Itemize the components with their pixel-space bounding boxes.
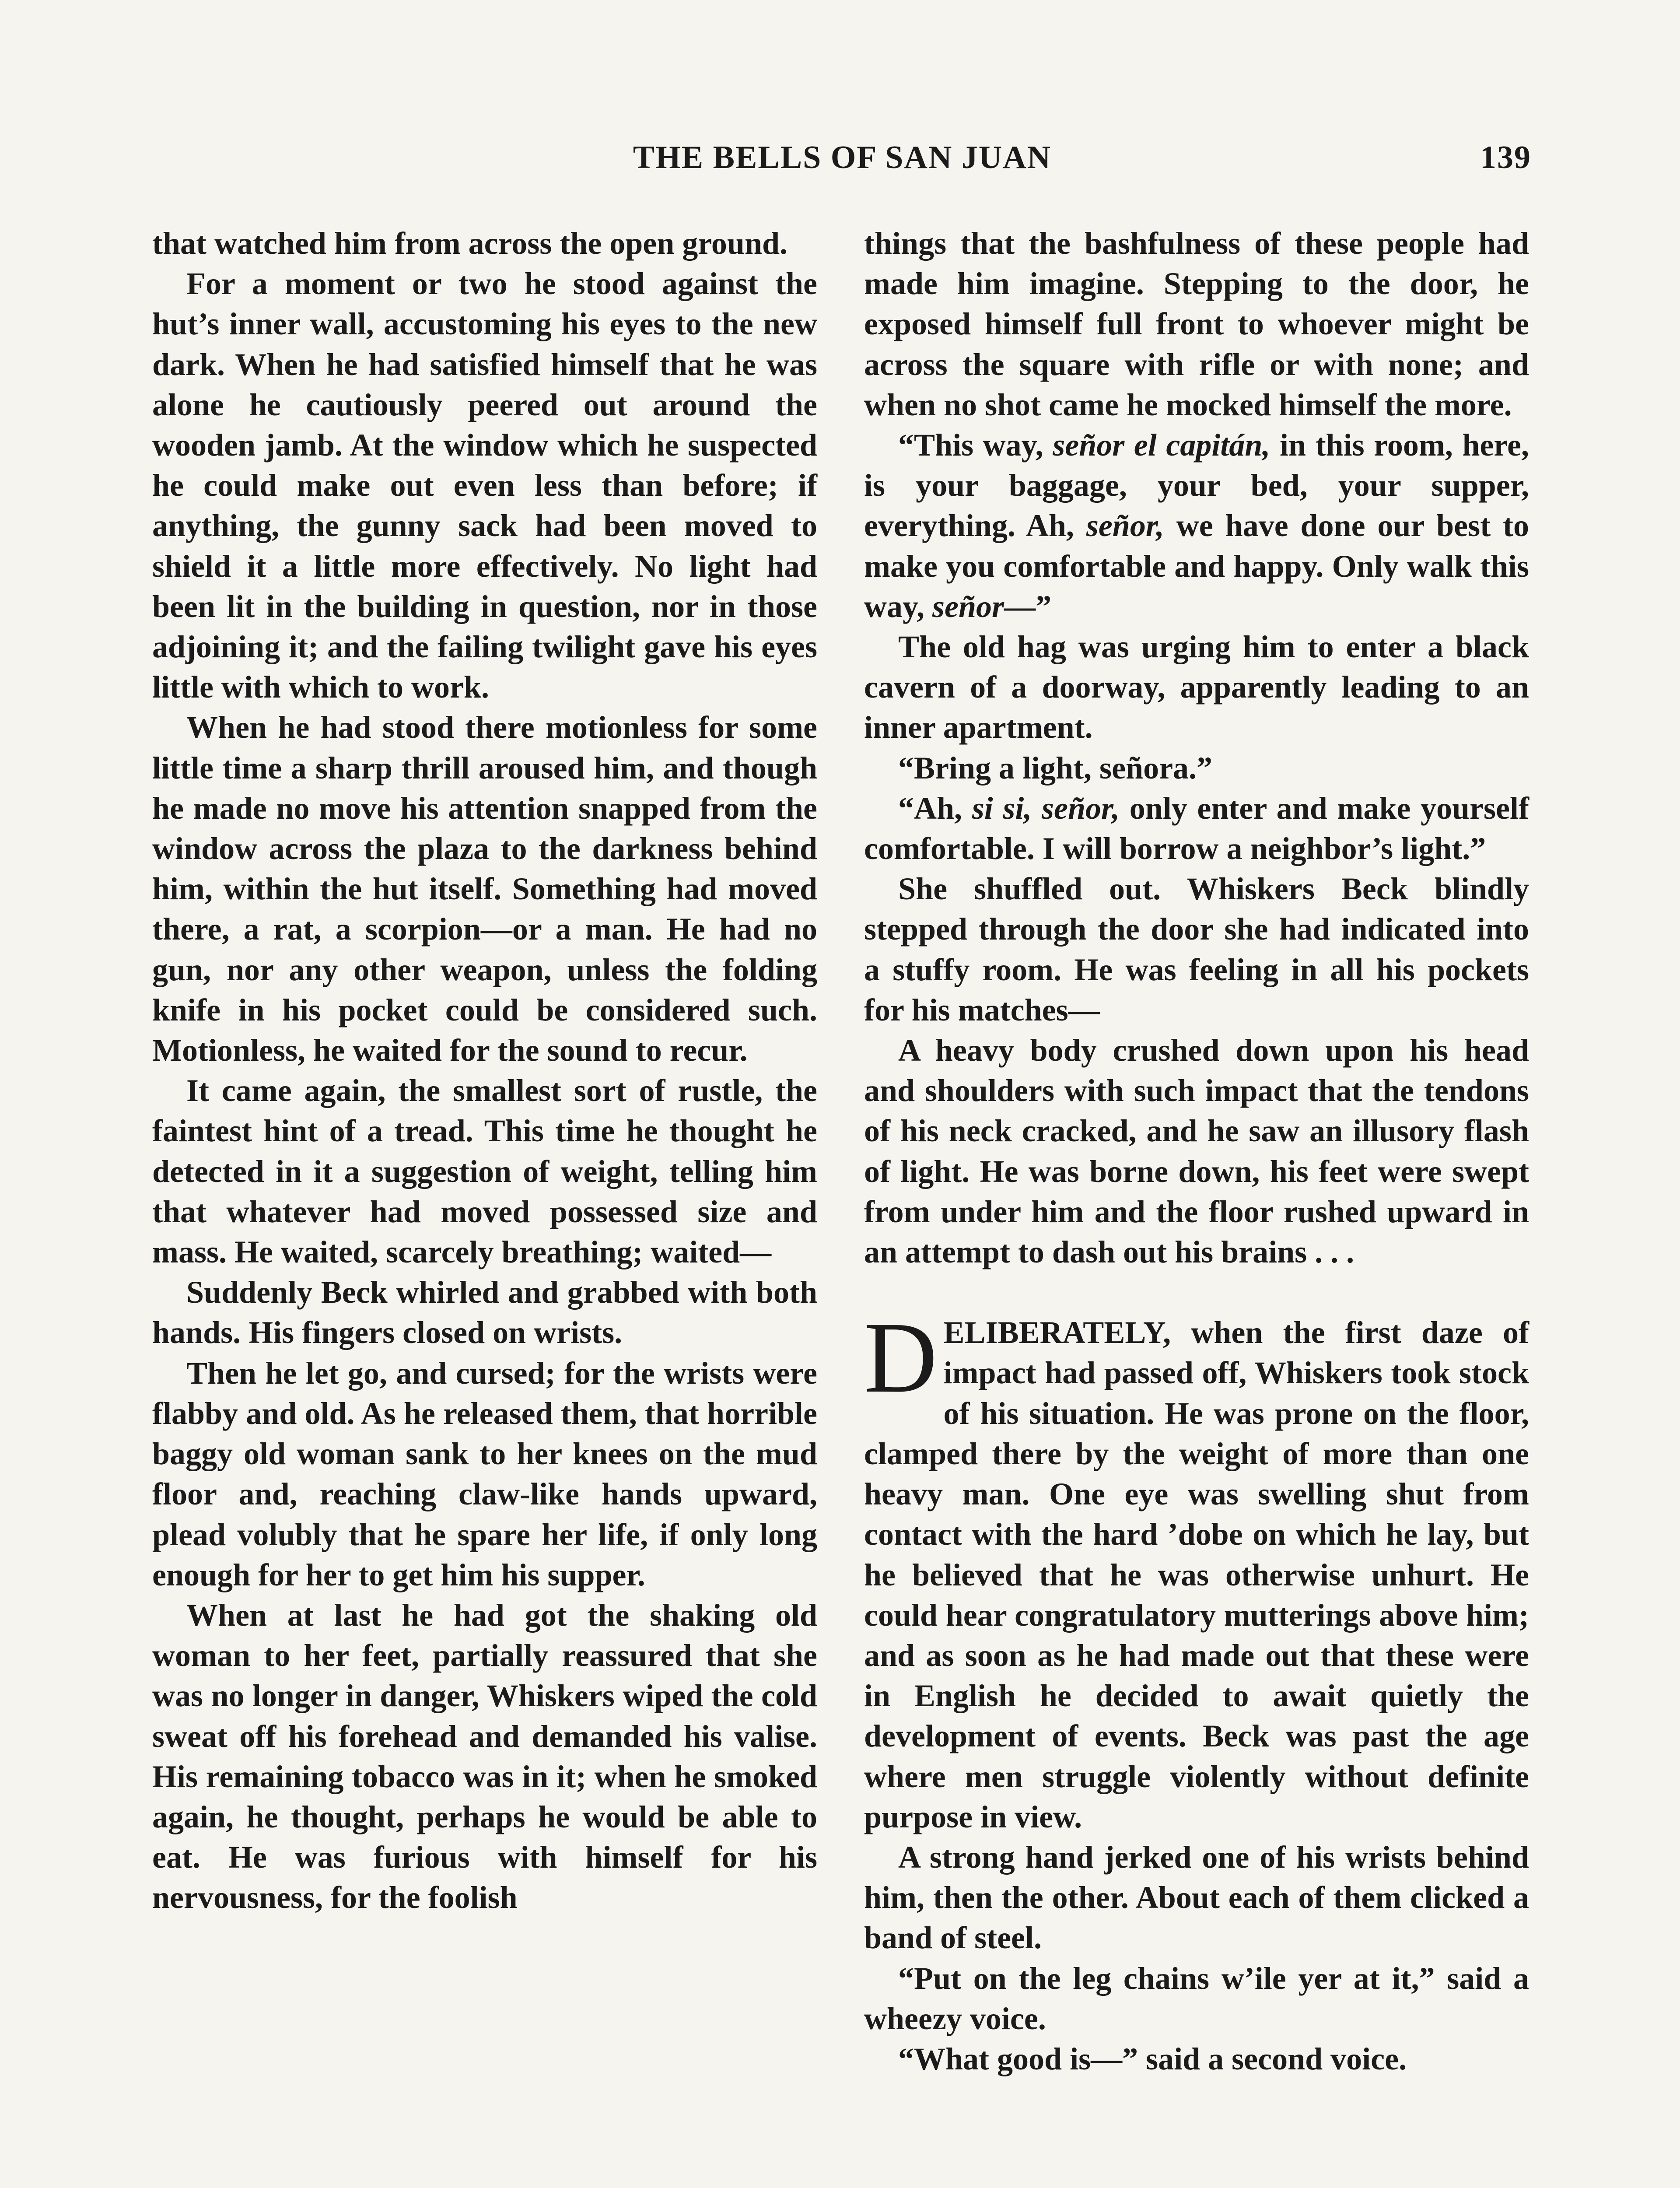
right-column (864, 223, 1529, 2079)
paragraph: It came again, the smallest sort of rustle, the faintest hint of a tread. This time he thought he detected in it a suggestion of weight, telling him that whatever had moved possessed size and mass. He waited, scarcely breathing; waited— (152, 1073, 817, 1270)
paragraph: When he had stood there motionless for some little time a sharp thrill aroused him, and though he made no move his attention snapped from the window across the plaza to the darkness behind him, within the hut itself. Something had moved there, a rat, a scorpion—or a man. He had no gun, nor any other weapon, unless the folding knife in his pocket could be considered such. Motionless, he waited for the sound to recur. (152, 710, 817, 1068)
paragraph: Then he let go, and cursed; for the wrists were flabby and old. As he released them, that horrible baggy old woman sank to her knees on the mud floor and, reaching claw-like hands upward, plead volubly that he spare her life, if only long enough for her to get him his supper. (152, 1355, 817, 1592)
paragraph: For a moment or two he stood against the hut’s inner wall, accustoming his eyes to the new dark. When he had satisfied himself that he was alone he cautiously peered out around the wooden jamb. At the window which he suspected he could make out even less than before; if anything, the gunny sack had been moved to shield it a little more effectively. No light had been lit in the building in question, nor in those adjoining it; and the failing twilight gave his eyes little with which to work. (152, 266, 817, 705)
page-number: 139 (1480, 140, 1531, 175)
drop-cap: D (864, 1301, 938, 1414)
italic-text: señor, (1086, 508, 1164, 543)
paragraph: She shuffled out. Whiskers Beck blindly stepped through the door she had indicated into a stuffy room. He was feeling in all his pockets for his matches— (864, 871, 1529, 1027)
paragraph-text: only enter and make yourself comfortable. I will borrow a neighbor’s light.” (864, 790, 1529, 866)
paragraph: that watched him from across the open ground. (152, 226, 788, 261)
section-break (864, 1272, 1529, 1312)
paragraph-text: we have done our best to make you comfortable and happy. Only walk this way, (864, 508, 1529, 624)
left-column (152, 223, 817, 1918)
paragraph (864, 425, 1529, 627)
paragraph: The old hag was urging him to enter a black cavern of a doorway, apparently leading to an inner apartment. (864, 629, 1529, 745)
paragraph: “Bring a light, señora.” (898, 750, 1213, 785)
italic-text: si si, señor, (972, 790, 1120, 826)
paragraph: “Put on the leg chains w’ile yer at it,” said a wheezy voice. (864, 1960, 1529, 2036)
paragraph: A strong hand jerked one of his wrists behind him, then the other. About each of them clicked a band of steel. (864, 1839, 1529, 1956)
paragraph: A heavy body crushed down upon his head and shoulders with such impact that the tendons of his neck cracked, and he saw an illusory flash of light. He was borne down, his feet were swept from under him and the floor rushed upward in an attempt to dash out his brains . . . (864, 1033, 1529, 1270)
paragraph: When at last he had got the shaking old woman to her feet, partially reassured that she was no longer in danger, Whiskers wiped the cold sweat off his forehead and demanded his valise. His remaining tobacco was in it; when he smoked again, he thought, perhaps he would be able to eat. He was furious with himself for his nervousness, for the foolish (152, 1597, 817, 1915)
paragraph-text: ELIBERATELY, when the first daze of impact had passed off, Whiskers took stock of his situation. He was prone on the floor, clamped there by the weight of more than one heavy man. One eye was swelling shut from contact with the hard ’dobe on which he lay, but he believed that he was otherwise unhurt. He could hear congratulatory mutterings above him; and as soon as he had made out that these were in English he decided to await quietly the development of events. Beck was past the age where men struggle violently without definite purpose in view. (864, 1315, 1529, 1834)
paragraph-text: “This way, (898, 428, 1053, 463)
paragraph-text: in this room, here, is your baggage, your bed, your supper, everything. Ah, (864, 428, 1529, 543)
paragraph-text: “Ah, (898, 790, 972, 826)
running-header (153, 139, 1531, 187)
running-title: THE BELLS OF SAN JUAN (633, 140, 1052, 175)
paragraph: “What good is—” said a second voice. (898, 2041, 1407, 2076)
paragraph (864, 1301, 1529, 1837)
italic-text: señor el capitán, (1053, 428, 1270, 463)
italic-text: señor (932, 589, 1004, 624)
paragraph: Suddenly Beck whirled and grabbed with both hands. His fingers closed on wrists. (152, 1275, 817, 1350)
paragraph (864, 788, 1529, 869)
paragraph: things that the bashfulness of these people had made him imagine. Stepping to the door, he exposed himself full front to whoever might be across the square with rifle or with none; and when no shot came he mocked himself the more. (864, 226, 1529, 422)
paragraph-text: —” (1004, 589, 1052, 624)
